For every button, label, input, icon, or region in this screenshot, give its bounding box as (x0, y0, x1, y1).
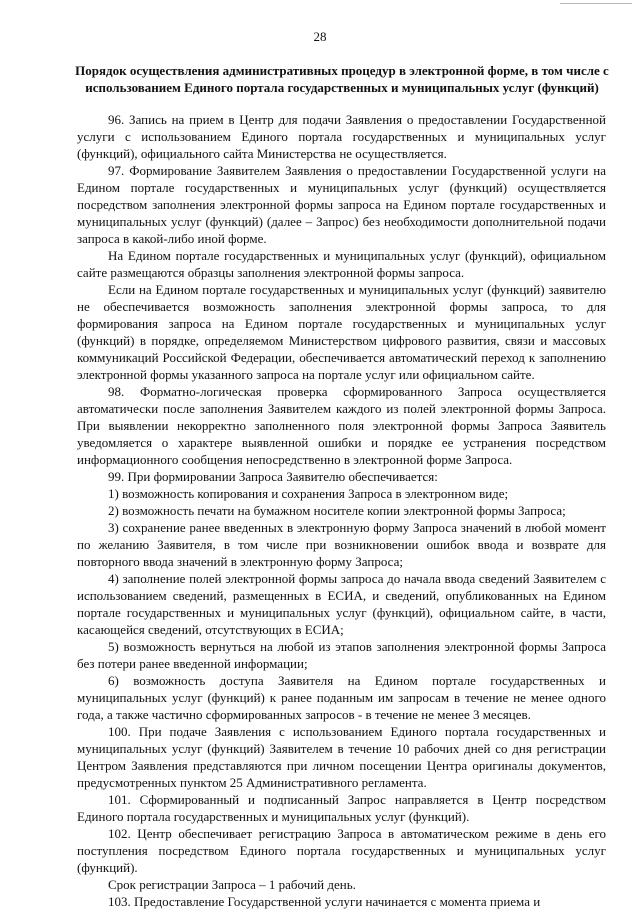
paragraph-103: 103. Предоставление Государственной услуги начинается с момента приема и (108, 894, 541, 909)
list-item-3: 3) сохранение ранее введенных в электронную форму Запроса значений в любой момент по желанию Заявителя, в том числе при возникновении ошибок ввода и возврате для повторного ввода значений в электронную форму Запроса; (77, 520, 606, 569)
list-item-4: 4) заполнение полей электронной формы запроса до начала ввода сведений Заявителем с использованием сведений, размещенных в ЕСИА, и сведений, опубликованных на Едином портале государственных и муниципальных услуг (функций), официальном сайте, в части, касающейся сведений, отсутствующих в ЕСИА; (77, 571, 606, 637)
list-item-1: 1) возможность копирования и сохранения Запроса в электронном виде; (108, 486, 509, 501)
paragraph-102-deadline: Срок регистрации Запроса – 1 рабочий день. (108, 877, 356, 892)
document-body (77, 111, 606, 910)
paragraph-98: 98. Форматно-логическая проверка сформированного Запроса осуществляется автоматически после заполнения Заявителем каждого из полей электронной формы Запроса. При выявлении некорректно заполненного поля электронной формы Запроса Заявитель уведомляется о характере выявленной ошибки и порядке ее устранения посредством информационного сообщения непосредственно в электронной форме Запроса. (77, 384, 606, 467)
list-item-6: 6) возможность доступа Заявителя на Едином портале государственных и муниципальных услуг (функций) к ранее поданным им запросам в течение не менее одного года, а также частично сформированных запросов - в течение не менее 3 месяцев. (77, 673, 606, 722)
paragraph-99: 99. При формировании Запроса Заявителю обеспечивается: (108, 469, 438, 484)
paragraph-100: 100. При подаче Заявления с использованием Единого портала государственных и муниципальных услуг (функций) Заявителем в течение 10 рабочих дней со дня регистрации Центром Заявления представляются при личном посещении Центра оригиналы документов, предусмотренных пунктом 25 Административного регламента. (77, 724, 606, 790)
paragraph-97-samples: На Едином портале государственных и муниципальных услуг (функций), официальном сайте размещаются образцы заполнения электронной формы запроса. (77, 248, 606, 280)
paragraph-96: 96. Запись на прием в Центр для подачи Заявления о предоставлении Государственной услуги с использованием Единого портала государственных и муниципальных услуг (функций), официального сайта Министерства не осуществляется. (77, 112, 606, 161)
paragraph-101: 101. Сформированный и подписанный Запрос направляется в Центр посредством Единого портала государственных и муниципальных услуг (функций). (77, 792, 606, 824)
scan-edge-mark (560, 0, 632, 4)
list-item-2: 2) возможность печати на бумажном носителе копии электронной формы Запроса; (108, 503, 566, 518)
paragraph-102: 102. Центр обеспечивает регистрацию Запроса в автоматическом режиме в день его поступления посредством Единого портала государственных и муниципальных услуг (функций). (77, 826, 606, 875)
list-item-5: 5) возможность вернуться на любой из этапов заполнения электронной формы Запроса без потери ранее введенной информации; (77, 639, 606, 671)
section-heading: Порядок осуществления административных процедур в электронной форме, в том числе с использованием Единого портала государственных и муниципальных услуг (функций) (75, 63, 609, 95)
paragraph-97-auto-transition: Если на Едином портале государственных и муниципальных услуг (функций) заявителю не обеспечивается возможность заполнения электронной формы запроса, то для формирования запроса на Едином портале государственных и муниципальных услуг (функций) в порядке, определяемом Министерством цифрового развития, связи и массовых коммуникаций Российской Федерации, обеспечивается автоматический переход к заполнению электронной формы указанного запроса на портале услуг или официальном сайте. (77, 282, 606, 382)
page-number: 28 (313, 29, 327, 44)
paragraph-97: 97. Формирование Заявителем Заявления о предоставлении Государственной услуги на Едином портале государственных и муниципальных услуг (функций) осуществляется посредством заполнения электронной формы запроса на Едином портале государственных и муниципальных услуг (функций) (далее – Запрос) без необходимости дополнительной подачи запроса в какой-либо иной форме. (77, 163, 606, 246)
